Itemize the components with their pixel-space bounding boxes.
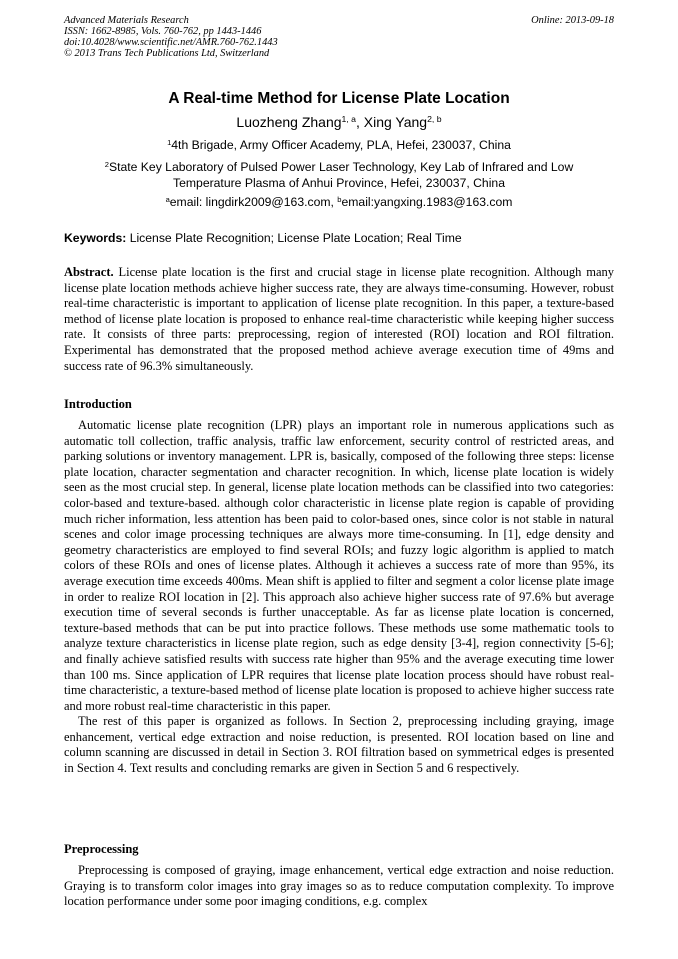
journal-header bbox=[64, 15, 278, 59]
email-b-superscript: b bbox=[337, 194, 342, 204]
affiliation-1 bbox=[64, 137, 614, 153]
affiliation-2 bbox=[64, 159, 614, 191]
author-separator: , bbox=[355, 114, 364, 130]
affiliation-2-superscript: 2 bbox=[104, 159, 109, 169]
introduction-paragraph-2: The rest of this paper is organized as follows. In Section 2, preprocessing including graying, image enhancement, vertical edge extraction and noise reduction, is presented. ROI location based on line and column scanning are discussed in detail in Section 3. ROI filtration based on symmetrical edges is presented in Section 4. Text results and concluding remarks are given in Section 5 and 6 respectively. bbox=[64, 714, 614, 776]
keywords-text: License Plate Recognition; License Plate Location; Real Time bbox=[126, 231, 462, 245]
author-1-superscript: 1, a bbox=[341, 114, 356, 125]
journal-copyright: © 2013 Trans Tech Publications Ltd, Switzerland bbox=[64, 48, 270, 59]
affiliation-2-text-1: State Key Laboratory of Pulsed Power Laser Technology, Key Lab of Infrared and Low bbox=[108, 160, 574, 174]
preprocessing-heading: Preprocessing bbox=[64, 842, 139, 856]
introduction-body bbox=[64, 418, 614, 777]
author-line bbox=[0, 114, 678, 130]
author-2-superscript: 2, b bbox=[427, 114, 442, 125]
affiliation-1-superscript: 1 bbox=[167, 137, 172, 147]
keywords-label: Keywords: bbox=[64, 231, 127, 245]
email-a-superscript: a bbox=[165, 194, 170, 204]
email-b: email:yangxing.1983@163.com bbox=[341, 195, 513, 209]
email-a: email: lingdirk2009@163.com, bbox=[169, 195, 338, 209]
introduction-heading: Introduction bbox=[64, 397, 132, 411]
introduction-paragraph-1: Automatic license plate recognition (LPR) plays an important role in numerous applications such as automatic toll collection, traffic analysis, traffic law enforcement, security control of restricted areas, and parking solutions or inventory management. LPR is, basically, composed of the following three steps: license plate location, character segmentation and character recognition. In which, license plate location is widely seen as the most crucial step. In general, license plate location methods can be classified into two categories: color-based and texture-based. although color characteristic in license plate region is capable of providing much richer information, less attention has been paid to color-based ones, since color is not stable in natural scenes and color image processing techniques are always more time-consuming. In [1], edge density and geometry characteristics are employed to find several ROIs; and fuzzy logic algorithm is applied to match colors of these ROIs and ones of license plates. Although it achieves a success rate of more than 95%, its average execution time exceeds 400ms. Mean shift is applied to filter and segment a color license plate image in order to realize ROI location in [2]. This approach also achieve higher success rate of 97.6% but average execution time of several seconds is further unacceptable. As far as license plate location is concerned, texture-based methods that can be put into practice follows. These methods use some mathematic tools to analyze texture characteristics in license plate region, such as edge density [3-4], region connectivity [5-6]; and finally achieve satisfied results with success rate higher than 95% and the average executing time lower than 100 ms. Since application of LPR requires that license plate location process should have robust real-time characteristic, a texture-based method of license plate location is proposed to achieve higher success rate and more robust real-time characteristic in this paper. bbox=[64, 418, 614, 713]
keywords bbox=[64, 231, 614, 245]
journal-doi: doi:10.4028/www.scientific.net/AMR.760-762.1443 bbox=[64, 37, 278, 48]
online-date: Online: 2013-09-18 bbox=[531, 15, 614, 26]
preprocessing-paragraph-1: Preprocessing is composed of graying, image enhancement, vertical edge extraction and noise reduction. Graying is to transform color images into gray images so as to reduce computation complexity. To improve location performance under some poor imaging conditions, e.g. complex bbox=[64, 863, 614, 909]
journal-issn: ISSN: 1662-8985, Vols. 760-762, pp 1443-1446 bbox=[64, 26, 262, 37]
abstract-label: Abstract. bbox=[64, 265, 114, 279]
abstract bbox=[64, 265, 614, 374]
affiliation-1-text: 4th Brigade, Army Officer Academy, PLA, Hefei, 230037, China bbox=[171, 138, 511, 152]
paper-title: A Real-time Method for License Plate Location bbox=[168, 90, 510, 107]
author-2: Xing Yang bbox=[363, 114, 428, 130]
author-1: Luozheng Zhang bbox=[236, 114, 342, 130]
abstract-text: License plate location is the first and crucial stage in license plate recognition. Although many license plate location methods achieve higher success rate, they are always time-consuming. However, robust real-time characteristic is important to application of license plate recognition. In this paper, a texture-based method of license plate location is proposed to enhance real-time characteristic while keeping higher success rate. It consists of three parts: preprocessing, region of interested (ROI) location and ROI filtration. Experimental has demonstrated that the proposed method achieve average execution time of 49ms and success rate of 96.3% simultaneously. bbox=[64, 265, 614, 373]
affiliation-2-line-2: Temperature Plasma of Anhui Province, Hefei, 230037, China bbox=[173, 176, 505, 190]
preprocessing-body bbox=[64, 863, 614, 910]
email-line bbox=[64, 194, 614, 210]
journal-name: Advanced Materials Research bbox=[64, 15, 189, 26]
affiliation-2-line-1 bbox=[64, 159, 614, 175]
